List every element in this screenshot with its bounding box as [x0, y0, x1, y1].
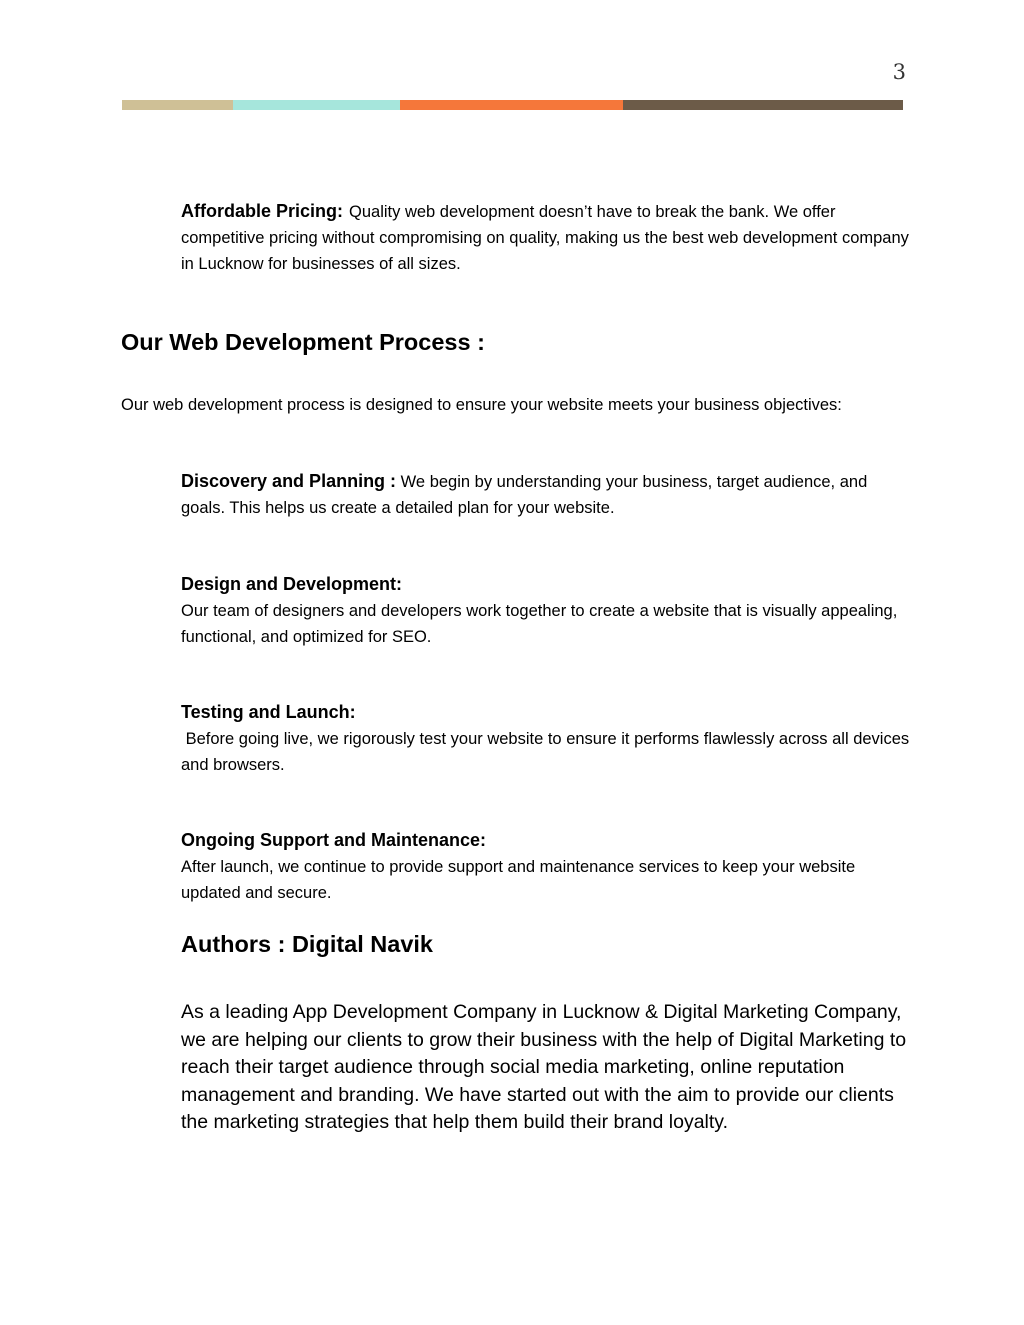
color-bar-segment: [400, 100, 623, 110]
authors-heading: Authors : Digital Navik: [181, 931, 434, 957]
step-title: Design and Development:: [181, 574, 403, 594]
affordable-pricing-title: Affordable Pricing:: [181, 201, 344, 221]
page-number: 3: [892, 60, 906, 84]
step-title: Testing and Launch:: [181, 702, 356, 722]
step-text: After launch, we continue to provide support and maintenance services to keep your website updated and secure.: [181, 858, 856, 902]
affordable-pricing-paragraph: [181, 198, 911, 277]
authors-body: As a leading App Development Company in Lucknow & Digital Marketing Company, we are helping our clients to grow their business with the help of Digital Marketing to reach their target audience through social media marketing, online reputation management and branding. We have started out with the aim to provide our clients the marketing strategies that help them build their brand loyalty.: [181, 1001, 907, 1133]
step-discovery: [181, 468, 911, 521]
step-text: We begin by understanding your business, target audience, and goals. This helps us create a detailed plan for your website.: [181, 473, 868, 517]
process-intro: Our web development process is designed to ensure your website meets your business objectives:: [121, 396, 842, 414]
step-title: Ongoing Support and Maintenance:: [181, 830, 486, 850]
color-bar-segment: [233, 100, 400, 110]
step-testing: [181, 699, 914, 778]
step-text: Before going live, we rigorously test your website to ensure it performs flawlessly across all devices and browsers.: [181, 730, 914, 774]
step-support: [181, 827, 911, 906]
color-bar-segment: [122, 100, 233, 110]
step-design: [181, 571, 911, 650]
decorative-color-bar: [122, 100, 903, 110]
color-bar-segment: [623, 100, 903, 110]
affordable-pricing-text: Quality web development doesn’t have to break the bank. We offer competitive pricing without compromising on quality, making us the best web development company in Lucknow for businesses of all sizes.: [181, 203, 909, 273]
step-text: Our team of designers and developers work together to create a website that is visually appealing, functional, and optimized for SEO.: [181, 602, 898, 646]
process-heading: Our Web Development Process :: [121, 329, 485, 355]
step-title: Discovery and Planning :: [181, 471, 397, 491]
